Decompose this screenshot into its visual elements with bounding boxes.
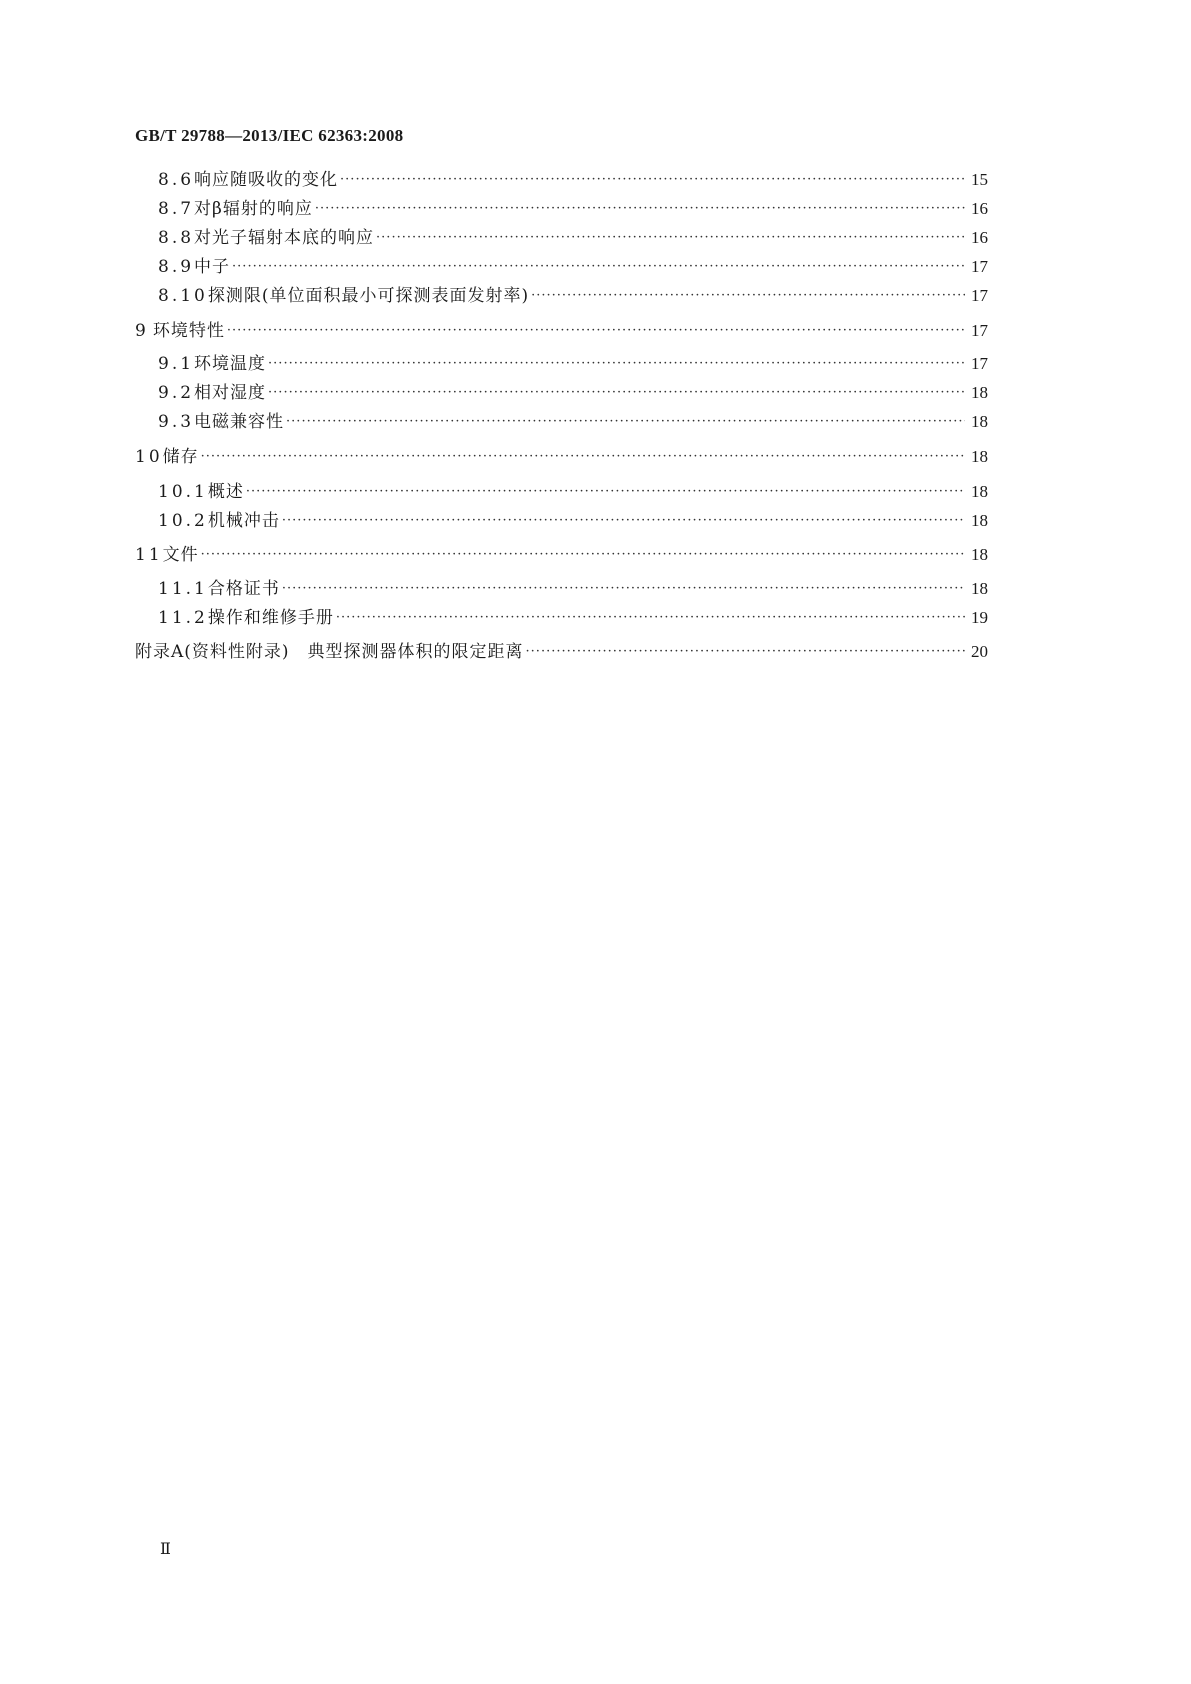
toc-entry-8-6[interactable]	[158, 169, 988, 193]
leader-dots	[531, 285, 965, 307]
toc-entry-title: 响应随吸收的变化	[194, 170, 339, 190]
leader-dots	[227, 320, 965, 342]
toc-entry-8-7[interactable]	[158, 198, 988, 222]
toc-entry-11-2[interactable]	[158, 607, 988, 631]
leader-dots	[268, 353, 965, 375]
leader-dots	[246, 481, 965, 503]
toc-entry-title: 中子	[194, 257, 231, 277]
toc-entry-title: 探测限(单位面积最小可探测表面发射率)	[207, 286, 530, 306]
toc-entry-page: 18	[971, 511, 988, 530]
page-number: Ⅱ	[160, 1541, 171, 1558]
toc-entry-page: 18	[971, 383, 988, 402]
toc-entry-page: 17	[971, 286, 988, 305]
toc-entry-number: 9.2	[158, 383, 195, 403]
toc-entry-page: 16	[971, 199, 988, 218]
leader-dots	[340, 169, 965, 191]
leader-dots	[336, 607, 965, 629]
toc-entry-page: 18	[971, 545, 988, 564]
toc-entry-appendix-a[interactable]	[135, 641, 988, 665]
toc-entry-number: 8.10	[158, 286, 208, 306]
leader-dots	[201, 544, 965, 566]
toc-entry-page: 15	[971, 170, 988, 189]
toc-entry-number: 附录A	[135, 642, 185, 662]
toc-entry-page: 16	[971, 228, 988, 247]
leader-dots	[286, 411, 965, 433]
toc-entry-title: 相对湿度	[194, 383, 267, 403]
toc-entry-number: 10	[135, 447, 163, 467]
toc-entry-number: 8.9	[158, 257, 195, 277]
standard-code-header: GB/T 29788—2013/IEC 62363:2008	[135, 126, 404, 145]
toc-entry-9-1[interactable]	[158, 353, 988, 377]
toc-entry-11[interactable]	[135, 544, 988, 568]
toc-entry-page: 18	[971, 412, 988, 431]
leader-dots	[201, 446, 965, 468]
toc-entry-9-2[interactable]	[158, 382, 988, 406]
toc-entry-number: 9.1	[158, 354, 195, 374]
toc-entry-page: 18	[971, 447, 988, 466]
leader-dots	[526, 641, 965, 663]
leader-dots	[232, 256, 965, 278]
toc-entry-title: 操作和维修手册	[207, 608, 334, 628]
toc-entry-title: 概述	[207, 482, 244, 502]
toc-entry-9[interactable]	[135, 320, 988, 344]
toc-entry-number: 11	[135, 545, 163, 565]
toc-entry-page: 17	[971, 321, 988, 340]
toc-entry-page: 19	[971, 608, 988, 627]
toc-entry-title: 合格证书	[207, 579, 280, 599]
toc-entry-title: 对β辐射的响应	[194, 199, 313, 219]
toc-entry-10-2[interactable]	[158, 510, 988, 534]
toc-entry-page: 17	[971, 257, 988, 276]
leader-dots	[376, 227, 965, 249]
leader-dots	[282, 510, 965, 532]
toc-entry-title: 文件	[162, 545, 199, 565]
toc-entry-8-8[interactable]	[158, 227, 988, 251]
toc-entry-number: 10.2	[158, 511, 208, 531]
leader-dots	[268, 382, 965, 404]
toc-entry-number: 8.7	[158, 199, 195, 219]
toc-entry-8-9[interactable]	[158, 256, 988, 280]
leader-dots	[282, 578, 965, 600]
toc-entry-number: 8.8	[158, 228, 195, 248]
toc-entry-number: 8.6	[158, 170, 195, 190]
toc-entry-title: (资料性附录) 典型探测器体积的限定距离	[184, 642, 524, 662]
toc-entry-9-3[interactable]	[158, 411, 988, 435]
toc-entry-title: 对光子辐射本底的响应	[194, 228, 375, 248]
toc-entry-number: 11.2	[158, 608, 208, 628]
toc-entry-10[interactable]	[135, 446, 988, 470]
toc-entry-number: 9.3	[158, 412, 195, 432]
toc-entry-number: 9	[135, 321, 149, 341]
toc-entry-title: 电磁兼容性	[194, 412, 285, 432]
toc-entry-title: 机械冲击	[207, 511, 280, 531]
toc-entry-10-1[interactable]	[158, 481, 988, 505]
toc-entry-page: 17	[971, 354, 988, 373]
toc-entry-8-10[interactable]	[158, 285, 988, 309]
toc-entry-11-1[interactable]	[158, 578, 988, 602]
toc-entry-page: 20	[971, 642, 988, 661]
toc-entry-number: 11.1	[158, 579, 208, 599]
toc-entry-page: 18	[971, 482, 988, 501]
toc-entry-number: 10.1	[158, 482, 208, 502]
leader-dots	[315, 198, 965, 220]
toc-entry-title: 储存	[162, 447, 199, 467]
toc-entry-page: 18	[971, 579, 988, 598]
toc-entry-title: 环境特性	[152, 321, 225, 341]
toc-entry-title: 环境温度	[194, 354, 267, 374]
